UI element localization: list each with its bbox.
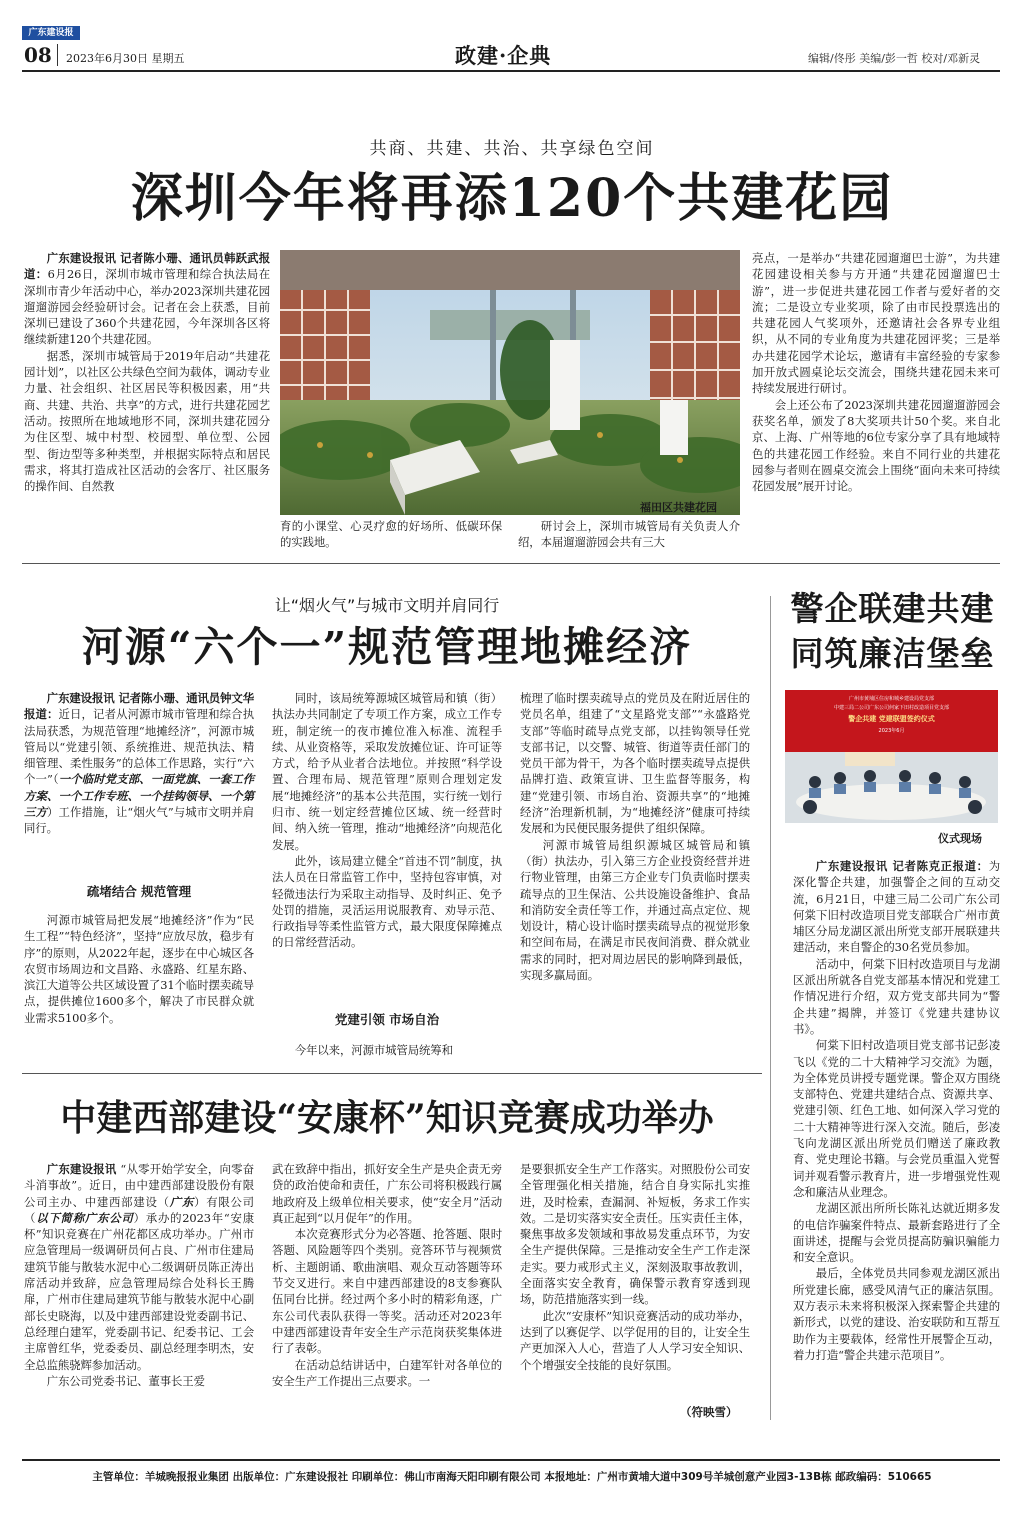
article4-author: （符映雪）: [680, 1405, 738, 1419]
paragraph: 是要狠抓安全生产工作落实。对照股份公司安全管理强化相关措施，结合自身实际扎实推进，及时检索，查漏洞、补短板，务求工作实效。二是切实落实安全责任。压实责任主体，聚焦事故多发领域和事故易发重点环节，为安全生产提供保障。三是推动安全生产工作走深走实。要力戒形式主义，深刻汲取事故教训，全面落实安全教育，确保警示教育穿透到现场，防范措施落实到一线。: [520, 1162, 750, 1307]
article3-title-line1: 警企联建共建: [790, 589, 995, 628]
meeting-room-illustration: [785, 752, 998, 823]
paragraph: 梳理了临时摆卖疏导点的党员及在附近居住的党员名单，组建了“文星路党支部”“永盛路党支部”等临时疏导点党支部，以挂钩领导任党支部书记，以交警、城管、街道等责任部门的党员干部为骨干，为各个临时摆卖疏导点提供品牌打造、政策宣讲、卫生监督等服务，构建“党建引领、市场自治、资源共享”的“地摊经济”治理新机制，为“地摊经济”健康可持续发展和为民便民服务提供了组织保障。: [520, 691, 750, 836]
section-title: 政建·企典: [455, 43, 552, 68]
ceremony-photo-caption: 仪式现场: [938, 832, 982, 845]
paragraph: 广东建设报讯 记者陈克正报道：为深化警企共建，加强警企之间的互动交流，6月21日，中建三局二公司广东公司何棠下旧村改造项目党支部联合广州市黄埔区分局龙湖区派出所党支部开展联建共建活动，来自警企的30名党员参加。: [793, 859, 1000, 955]
paragraph: 此次“安康杯”知识竞赛活动的成功举办，达到了以赛促学、以学促用的目的，让安全生产更加深入人心，营造了人人学习安全知识、个个增强安全技能的良好氛围。: [520, 1308, 750, 1372]
article2-col2: [272, 690, 502, 951]
ceremony-photo: [785, 690, 998, 823]
article1-kicker: 共商、共建、共治、共享绿色空间: [369, 139, 655, 159]
article2-bottom-rule: [22, 1073, 762, 1074]
banner-line: 中建三局二公司广东公司何家下田村改造项目党支部: [833, 705, 949, 711]
garden-photo-illustration: [280, 250, 740, 515]
article1-col4: [752, 250, 1000, 494]
article2-col1: [24, 690, 254, 837]
issue-date: 2023年6月30日 星期五: [66, 52, 185, 65]
paragraph: 同时，该局统筹源城区城管局和镇（街）执法办共同制定了专项工作方案，成立工作专班，制定统一的夜市摊位准入标准、流程手续、从业资格等，采取发放摊位证、许可证等方式，给予从业者合法地位。并按照“科学设置、合理布局、规范管理”原则合理划定发展“地摊经济”的基本公共范围，实行统一划行归市、统一划定经营摊位区域、统一经营时间、纳入统一管理，推动“地摊经济”向规范化发展。: [272, 691, 502, 852]
paragraph: 本次竞赛形式分为必答题、抢答题、限时答题、风险题等四个类别。竞答环节与视频赏析、主题朗诵、歌曲演唱、观众互动答题等环节交叉进行。来自中建西部建设的8支参赛队伍同台比拼。经过两个多小时的精彩角逐，广东公司代表队获得一等奖。活动还对2023年中建西部建设青年安全生产示范岗获奖集体进行了表彰。: [272, 1227, 502, 1356]
paragraph: 何棠下旧村改造项目党支部书记彭凌飞以《党的二十大精神学习交流》为题，为全体党员讲授专题党课。警企双方围绕支部特色、党建共建结合点、资源共享、党建引领、红色工地、如何深入学习党的二十大精神等进行深入交流。随后，彭凌飞向龙湖区派出所党员们赠送了廉政教育、党史理论书籍。与会党员重温入党誓词并观看警示教育片，进一步增强党性观念和廉洁从业理念。: [793, 1038, 1000, 1199]
article4-col2: [272, 1161, 502, 1389]
paragraph: 活动中，何棠下旧村改造项目与龙湖区派出所就各自党支部基本情况和党建工作情况进行介绍，双方党支部共同为“警企共建”揭牌，并签订《党建共建协议书》。: [793, 956, 1000, 1036]
header-rule: [22, 70, 1000, 72]
paragraph: 此外，该局建立健全“首违不罚”制度，执法人员在日常监管工作中，坚持包容审慎，对轻微违法行为采取主动指导、及时纠正、免予处罚的措施，灵活运用说服教育、劝导示范、行政指导等柔性监管方式，最大限度保障摊点的日常经营活动。: [272, 853, 502, 950]
footer-rule: [22, 1459, 1000, 1461]
article3-body: [793, 858, 1000, 1363]
banner-line: 2023年6月: [878, 728, 905, 734]
garden-photo: [280, 250, 740, 515]
article1-col3: 研讨会上，深圳市城管局有关负责人介绍，本届遛遛游园会共有三大: [518, 519, 740, 550]
article3-title-line2: 同筑廉洁堡垒: [790, 634, 995, 673]
ceremony-banner: [785, 690, 998, 752]
banner-line: 广州市黄埔区住房和城乡建设局党支部: [848, 696, 934, 702]
editor-credits: 编辑/佟彤 美编/彭一哲 校对/邓新灵: [808, 52, 981, 65]
column-divider: [770, 596, 771, 1420]
paragraph: 龙湖区派出所所长陈礼达就近期多发的电信诈骗案件特点、最新套路进行了全面讲述，提醒与会党员提高防骗识骗能力和安全意识。: [793, 1201, 1000, 1265]
article2-subhead-2: 党建引领 市场自治: [334, 1012, 440, 1027]
article4-col3: [520, 1161, 750, 1373]
page-number: 08: [24, 43, 52, 67]
article1-col2: 育的小课堂、心灵疗愈的好场所、低碳环保的实践地。: [280, 519, 502, 550]
article2-col1-body: 河源市城管局把发展“地摊经济”作为“民生工程”“特色经济”，坚持“应放尽放，稳步有序”的原则，从2022年起，逐步在中心城区各农贸市场周边和文昌路、永盛路、红星东路、滨江大道等公共区域设置了31个临时摆卖疏导点，提供摊位1600多个，解决了市民群众就业需求5100多个。: [24, 913, 254, 1025]
paragraph: 亮点，一是举办“共建花园遛遛巴士游”，为共建花园建设相关参与方开通“共建花园遛遛巴士游”，进一步促进共建花园工作者与爱好者的交流；二是设立专业奖项，除了由市民投票选出的共建花园人气奖项外，还邀请社会各界专业组织，从不同的专业角度为共建花园评奖；三是举办共建花园学术论坛，邀请有丰富经验的专家参加开放式圆桌论坛交流会，围绕共建花园未来可持续发展进行研讨。: [752, 251, 1000, 396]
article2-col2-tail: 今年以来，河源市城管局统筹和: [294, 1043, 453, 1057]
article2-kicker: 让“烟火气”与城市文明并肩同行: [274, 596, 500, 615]
footer-imprint: 主管单位：羊城晚报报业集团 出版单位：广东建设报社 印刷单位：佛山市南海天阳印刷有限公司 本报地址：广州市黄埔大道中309号羊城创意产业园3-13B栋 邮政编码：510665: [92, 1471, 932, 1483]
article1-bottom-rule: [22, 563, 1000, 564]
masthead-logo: 广东建设报: [22, 26, 80, 40]
paragraph: 武在致辞中指出，抓好安全生产是央企责无旁贷的政治使命和责任，广东公司将积极践行属地政府及上级单位相关要求，使“安全月”活动真正起到“以月促年”的作用。: [272, 1162, 502, 1225]
banner-line: 警企共建 党建联盟签约仪式: [848, 715, 935, 723]
paragraph: 在活动总结讲话中，白建军针对各单位的安全生产工作提出三点要求。一: [272, 1357, 502, 1388]
garden-photo-caption: 福田区共建花园: [640, 501, 717, 514]
article1-title: 深圳今年将再添120个共建花园: [130, 168, 894, 229]
header-divider-v: [57, 44, 58, 66]
article1-col1: [24, 250, 270, 494]
paragraph: 最后，全体党员共同参观龙湖区派出所党建长廊，感受风清气正的廉洁氛围。双方表示未来将积极深入探索警企共建的新形式，以党的建设、治安联防和互帮互助作为主要载体，经常性开展警企互动，着力打造“警企共建示范项目”。: [793, 1266, 1000, 1362]
article2-title: 河源“六个一”规范管理地摊经济: [81, 623, 693, 671]
paragraph: 河源市城管局组织源城区城管局和镇（街）执法办，引入第三方企业投资经营并进行物业管理，由第三方企业专门负责临时摆卖疏导点的卫生保洁、公共设施设备维护、食品和消防安全责任等工作，并通过高点定位、规划设计，精心设计临时摆卖疏导点的视觉形象和空间布局，在满足市民夜间消费、群众就业需求的同时，把对周边居民的影响降到最低，实现多赢局面。: [520, 837, 750, 983]
article2-subhead-1: 疏堵结合 规范管理: [86, 884, 192, 899]
paragraph: 会上还公布了2023深圳共建花园遛遛游园会获奖名单，颁发了8大奖项共计50个奖。来自北京、上海、广州等地的6位专家分享了具有地域特色的共建花园工作经验。来自不同行业的共建花园参与者则在圆桌交流会上围绕“面向未来可持续花园发展”展开讨论。: [752, 397, 1000, 494]
article4-title: 中建西部建设“安康杯”知识竞赛成功举办: [60, 1097, 714, 1139]
article4-col1: [24, 1161, 254, 1389]
paragraph: 广东建设报讯 记者陈小珊、通讯员钟文华报道：近日，记者从河源市城市管理和综合执法局获悉，为规范管理“地摊经济”，河源市城管局以“党建引领、系统推进、规范执法、精细管理、柔性服务”的总体工作思路，实行“六个一”（一个临时党支部、一面党旗、一套工作方案、一个工作专班、一个挂钩领导、一个第三方）工作措施，让“烟火气”与城市文明并肩同行。: [24, 691, 254, 836]
article2-col3: [520, 690, 750, 983]
paragraph: 据悉，深圳市城管局于2019年启动“共建花园计划”，以社区公共绿色空间为载体，调动专业力量、社会组织、社区居民等积极因素，用“共商、共建、共治、共享”的方式，进行共建花园艺活动。按照所在地域地形不同，深圳共建花园分为住区型、城中村型、校园型、单位型、公园型、街边型等多种类型，并根据实际特点和居民需求，将其打造成社区活动的会客厅、社区服务的操作间、自然教: [24, 348, 270, 494]
paragraph: 广东公司党委书记、董事长王爱: [46, 1373, 205, 1388]
paragraph: 广东建设报讯 记者陈小珊、通讯员韩跃武报道：6月26日，深圳市城市管理和综合执法局在深圳市青少年活动中心，举办2023深圳共建花园遛遛游园会经验研讨会。记者在会上获悉，目前深圳已建设了360个共建花园，今年深圳各区将继续新建120个共建花园。: [24, 251, 270, 347]
paragraph: 广东建设报讯 “从零开始学安全，向零奋斗消事故”。近日，由中建西部建设股份有限公司主办、中建西部建设（广东）有限公司（以下简称广东公司）承办的2023年“安康杯”知识竞赛在广州花都区成功举办。广州市应急管理局一级调研员何占良、广州市住建局建筑节能与散装水泥中心二级调研员陈正涛出席活动并致辞，应急管理局综合处科长王腾扉，广州市住建局建筑节能与散装水泥中心副部长史晓海，以及中建西部建设党委副书记、总经理白建军，党委副书记、纪委书记、工会主席曾红华，党委委员、副总经理李明杰，安全总监熊骁辉参加活动。: [24, 1162, 255, 1372]
